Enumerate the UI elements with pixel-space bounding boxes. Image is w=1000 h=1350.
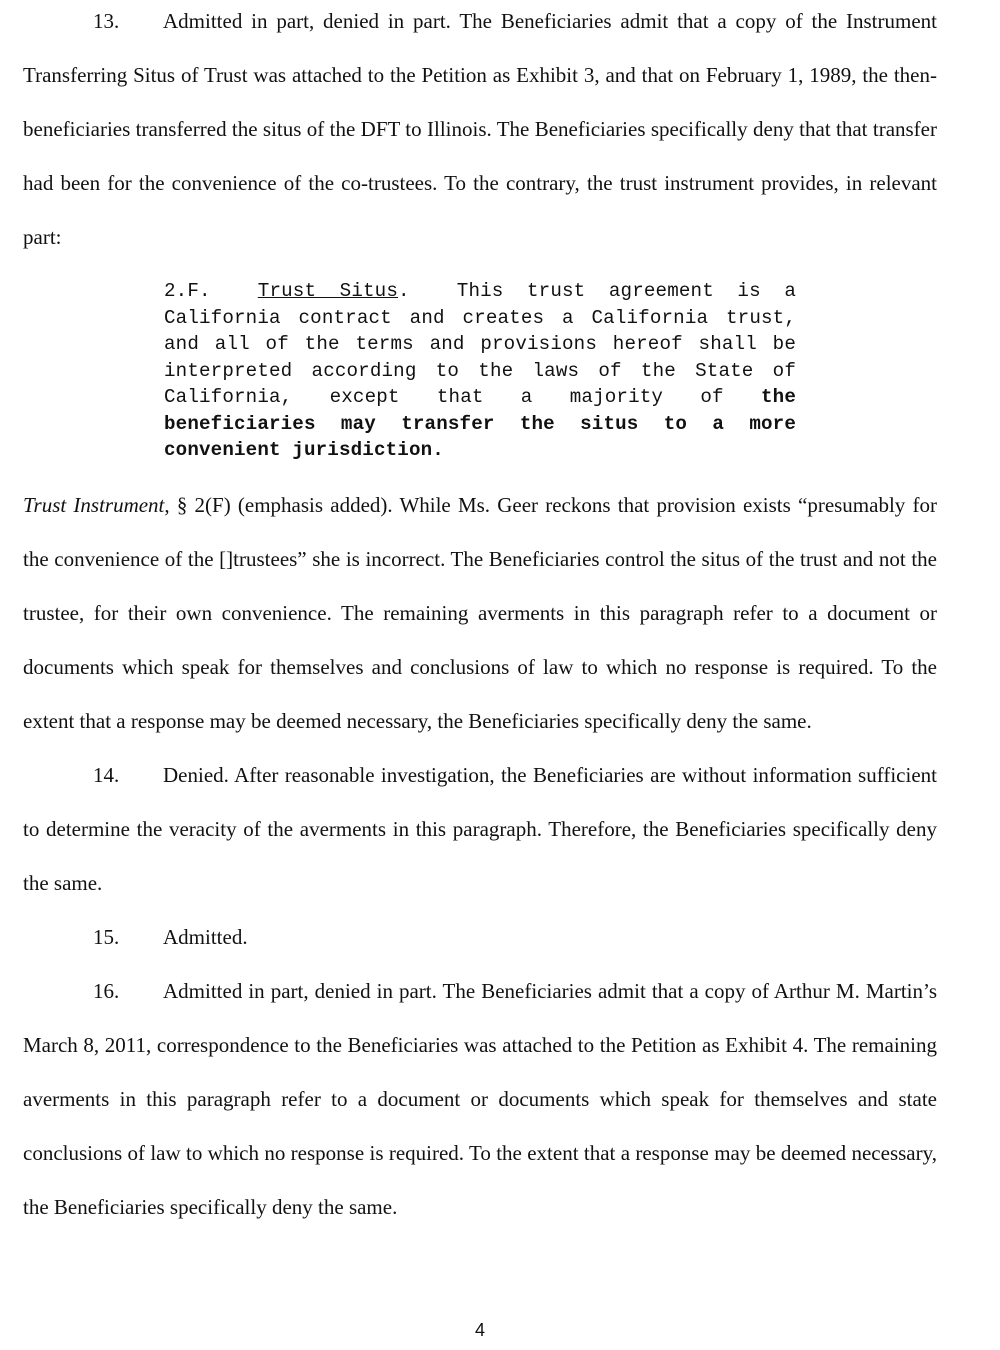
document-page bbox=[23, 0, 937, 1234]
quote-heading: Trust Situs bbox=[257, 280, 398, 302]
paragraph-number: 16. bbox=[93, 978, 120, 1003]
paragraph-number: 14. bbox=[93, 762, 120, 787]
paragraph-text: Admitted in part, denied in part. The Beneficiaries admit that a copy of Arthur M. Martin’s March 8, 2011, correspondence to the Beneficiaries was attached to the Petition as Exhibit 4. The remaining averments in this paragraph refer to a document or documents which speak for themselves and state conclusions of law to which no response is required. To the extent that a response may be deemed necessary, the Beneficiaries specifically deny the same. bbox=[23, 978, 937, 1219]
paragraph-14 bbox=[23, 748, 937, 910]
paragraph-13-continued bbox=[23, 478, 937, 748]
paragraph-number: 15. bbox=[93, 924, 120, 949]
paragraph-number: 13. bbox=[93, 9, 120, 33]
quote-emphasis: the beneficiaries may transfer the situs to a more convenient jurisdiction. bbox=[164, 386, 796, 461]
citation: Trust Instrument bbox=[23, 492, 165, 517]
paragraph-text: Denied. After reasonable investigation, the Beneficiaries are without information sufficient to determine the veracity of the averments in this paragraph. Therefore, the Beneficiaries specifically deny the same. bbox=[23, 762, 937, 895]
quote-body: This trust agreement is a California contract and creates a California trust, and all of the terms and provisions hereof shall be interpreted according to the laws of the State of California, except that a majority of bbox=[164, 280, 796, 408]
quote-section: 2.F. bbox=[164, 280, 211, 302]
page-number: 4 bbox=[474, 1320, 485, 1340]
paragraph-13 bbox=[23, 0, 937, 264]
paragraph-text: , § 2(F) (emphasis added). While Ms. Geer reckons that provision exists “presumably for the convenience of the []trustees” she is incorrect. The Beneficiaries control the situs of the trust and not the trustee, for their own convenience. The remaining averments in this paragraph refer to a document or documents which speak for themselves and conclusions of law to which no response is required. To the extent that a response may be deemed necessary, the Beneficiaries specifically deny the same. bbox=[23, 492, 937, 733]
paragraph-text: Admitted in part, denied in part. The Beneficiaries admit that a copy of the Instrument Transferring Situs of Trust was attached to the Petition as Exhibit 3, and that on February 1, 1989, the then-beneficiaries transferred the situs of the DFT to Illinois. The Beneficiaries specifically deny that that transfer had been for the convenience of the co-trustees. To the contrary, the trust instrument provides, in relevant part: bbox=[23, 9, 937, 249]
paragraph-16 bbox=[23, 964, 937, 1234]
paragraph-15 bbox=[23, 910, 937, 964]
paragraph-text: Admitted. bbox=[163, 924, 248, 949]
block-quote bbox=[164, 278, 796, 464]
quote-heading-punct: . bbox=[398, 280, 410, 302]
